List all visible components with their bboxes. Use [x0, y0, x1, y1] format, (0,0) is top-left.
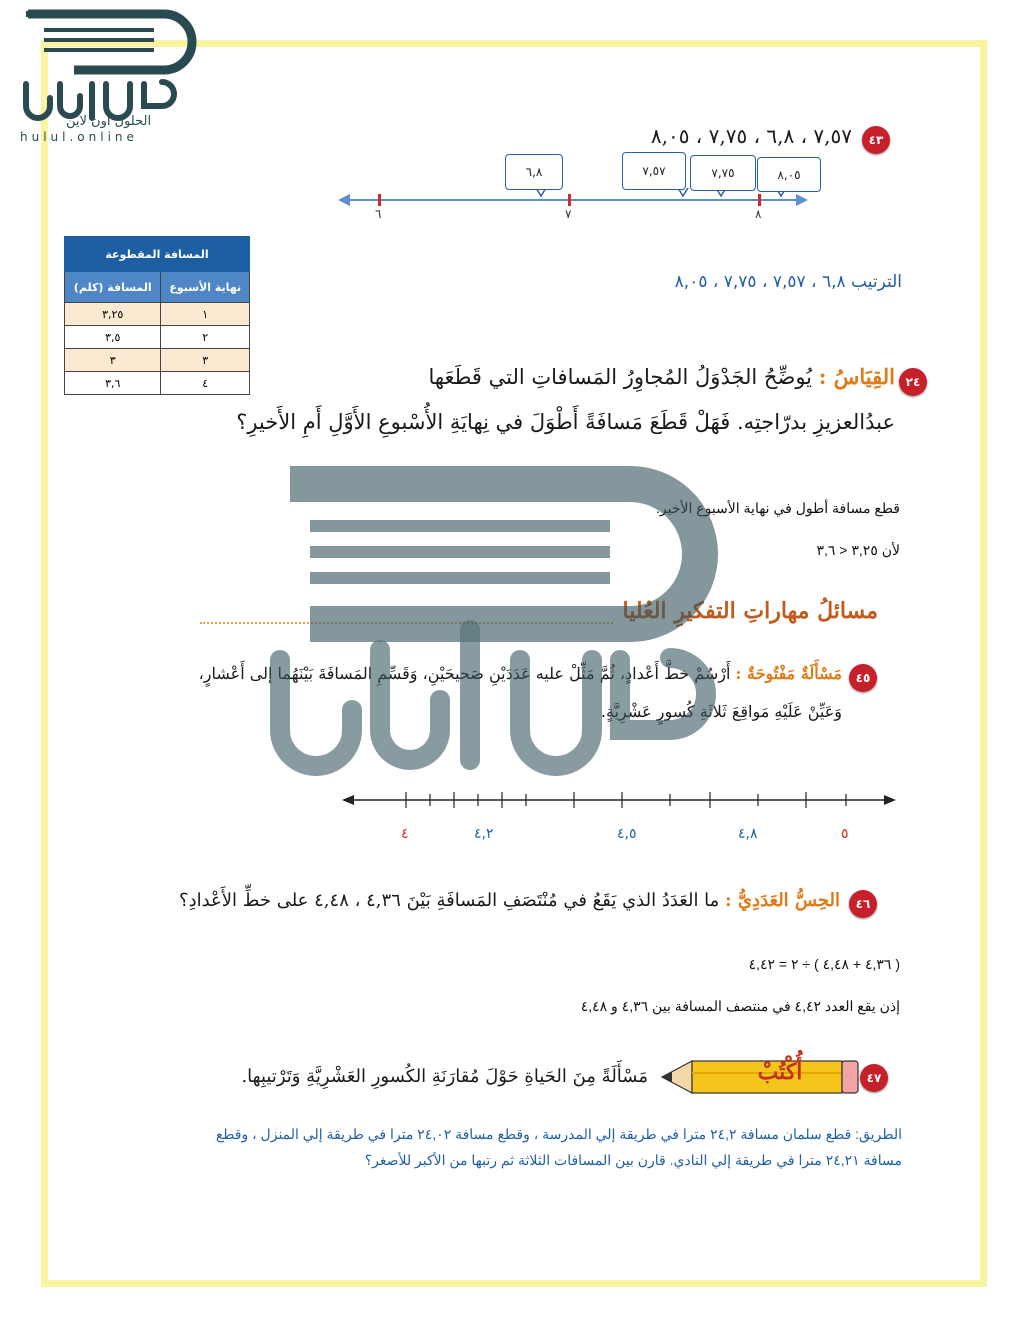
- q43-tick-label-8: ٨: [755, 207, 762, 221]
- table-header-distance: المسافة (كلم): [65, 272, 161, 303]
- q46-question: [120, 890, 840, 911]
- q45-label-4-2: ٤,٢: [474, 826, 494, 842]
- q47-answer-line1: الطريق: قطع سلمان مسافة ٢٤,٢ مترا في طريقة إلي المدرسة ، وقطع مسافة ٢٤,٠٢ مترا في طريقة إلي المنزل ، وقطع: [215, 1126, 902, 1142]
- section-title: مسائلُ مهاراتِ التفكيرِ العُليا: [614, 598, 878, 624]
- q46-answer-1: ( ٤,٣٦ + ٤,٤٨ ) ÷ ٢ = ٤,٤٢: [748, 956, 900, 972]
- q45-label-5: ٥: [841, 826, 849, 842]
- table-cell-week: ٢: [161, 326, 250, 349]
- q45-label-4-5: ٤,٥: [617, 826, 637, 842]
- q45-label-4: ٤: [401, 826, 409, 842]
- table-cell-week: ٤: [161, 372, 250, 395]
- table-row: [65, 326, 250, 349]
- q46-answer-2: إذن يقع العدد ٤,٤٢ في منتصف المسافة بين ٤,٣٦ و ٤,٤٨: [580, 998, 900, 1014]
- distance-table: [64, 236, 250, 395]
- table-cell-distance: ٣: [65, 349, 161, 372]
- table-cell-distance: ٣,٢٥: [65, 303, 161, 326]
- table-title: المسافة المقطوعة: [65, 237, 250, 272]
- q43-callout-2: ٧,٥٧: [622, 152, 686, 190]
- table-cell-distance: ٣,٥: [65, 326, 161, 349]
- logo-site: hulul.online: [20, 130, 138, 144]
- q45-number-badge: ٤٥: [849, 664, 877, 692]
- q45-text-line1: أَرْسُمْ خطَّ أَعْدادٍ، ثُمَّ مَثِّلْ عليه عَدَدَيْنِ صَحيحَيْنِ، وَقَسِّمِ المَسافَةَ بَيْنَهُما إلى أَعْشارٍ،: [198, 664, 731, 683]
- q43-callout-1: ٦,٨: [505, 154, 563, 190]
- q45-number-line-graphic: [340, 784, 900, 818]
- table-row: [65, 303, 250, 326]
- q43-callout-3: ٧,٧٥: [690, 155, 756, 191]
- q44-answer-2: لأن ٣,٢٥ < ٣,٦: [816, 542, 900, 558]
- q47-answer-line2: مسافة ٢٤,٢١ مترا في طريقة إلي النادي. قارن بين المسافات الثلاثة ثم رتبها من الأكبر للأصغر؟: [364, 1152, 902, 1168]
- q46-text: ما العَدَدُ الذي يَقَعُ في مُنْتَصَفِ المَسافَةِ بَيْنَ ٤,٣٦ ، ٤,٤٨ على خطِّ الأَعْدادِ؟: [179, 890, 720, 911]
- q43-number-list: ٧,٥٧ ، ٦,٨ ، ٧,٧٥ ، ٨,٠٥: [650, 124, 852, 148]
- q43-callout-4: ٨,٠٥: [757, 157, 821, 192]
- q44-answer-1: قطع مسافة أطول في نهاية الأسبوع الأخير.: [655, 500, 900, 516]
- q44-line1: [245, 364, 895, 389]
- q44-label: القِيَاسُ :: [818, 364, 895, 389]
- pencil-label: أُكْتُبْ: [757, 1059, 803, 1085]
- table-cell-distance: ٣,٦: [65, 372, 161, 395]
- q44-text-line2: عبدُالعزيزِ بدرّاجتِه. فَهَلْ قَطَعَ مَسافَةً أَطْوَلَ في نِهايَةِ الأُسْبوعِ الأَوَّلِ أَمِ الأَخيرِ؟: [236, 410, 895, 434]
- q46-number-badge: ٤٦: [849, 890, 877, 918]
- pencil-write-icon: [660, 1055, 860, 1099]
- q43-tick-label-7: ٧: [565, 207, 572, 221]
- table-row: [65, 372, 250, 395]
- q45-line1: [122, 664, 842, 683]
- q46-label: الحِسُّ العَدَدِيُّ :: [725, 890, 840, 911]
- table-row: [65, 349, 250, 372]
- q44-number-badge: ٢٤: [899, 368, 927, 396]
- q43-number-badge: ٤٣: [862, 126, 890, 154]
- q44-text-line1: يُوضِّحُ الجَدْوَلُ المُجاوِرُ المَسافاتِ التي قَطَعَها: [428, 365, 813, 389]
- q47-number-badge: ٤٧: [860, 1064, 888, 1092]
- site-logo: [14, 6, 204, 146]
- q45-number-line: [340, 784, 900, 818]
- table-header-week: نهاية الأسبوع: [161, 272, 250, 303]
- logo-tagline: الحلول اون لاين: [66, 114, 152, 129]
- q45-label-4-8: ٤,٨: [738, 826, 758, 842]
- q45-label: مَسْأَلَةٌ مَفْتُوحَةٌ :: [735, 664, 842, 683]
- table-cell-week: ٣: [161, 349, 250, 372]
- q45-text-line2: وَعَيِّنْ عَلَيْهِ مَواقِعَ ثَلاثَةِ كُسورٍ عَشْرِيَّةٍ.: [600, 702, 842, 721]
- q43-tick-label-6: ٦: [375, 207, 382, 221]
- q47-text: مَسْأَلَةً مِنَ الحَياةِ حَوْلَ مُقارَنَةِ الكُسورِ العَشْرِيَّةِ وَتَرْتيبِها.: [241, 1066, 648, 1087]
- table-cell-week: ١: [161, 303, 250, 326]
- q43-answer: الترتيب ٦,٨ ، ٧,٥٧ ، ٧,٧٥ ، ٨,٠٥: [674, 272, 902, 292]
